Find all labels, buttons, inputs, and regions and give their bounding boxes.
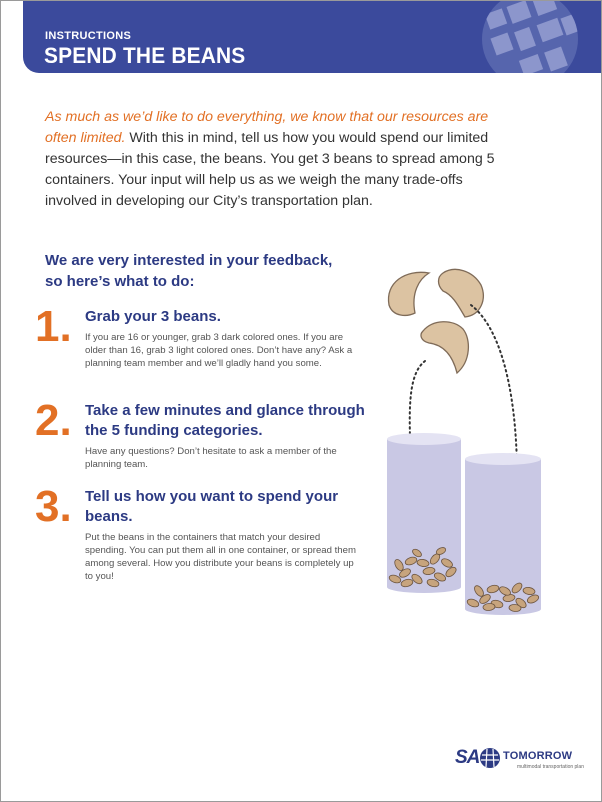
bean-icon (421, 322, 468, 373)
header-banner (23, 1, 601, 73)
beans-illustration (377, 263, 557, 623)
container-icon (387, 433, 461, 593)
sa-tomorrow-logo (455, 747, 585, 775)
step-heading: Take a few minutes and glance through the 5 funding categories. (85, 402, 365, 439)
logo-sa: SA (455, 747, 480, 768)
step-number: 1. (35, 302, 72, 351)
logo-name: TOMORROW (503, 750, 573, 762)
page-title: SPEND THE BEANS (44, 43, 246, 68)
step-body: If you are 16 or younger, grab 3 dark colored ones. If you are older than 16, grab 3 light colored ones. Don’t have any? Ask a planning team member and we’ll gladly hand you some. (85, 332, 353, 369)
globe-icon (475, 1, 585, 73)
container-icon (465, 453, 541, 615)
feedback-heading (45, 250, 345, 292)
bean-icon (388, 272, 429, 315)
dotted-arrow-icon (471, 305, 517, 475)
feedback-line-1: We are very interested in your feedback, (45, 252, 333, 269)
section-eyebrow: INSTRUCTIONS (45, 30, 132, 42)
step-number: 3. (35, 482, 72, 531)
step-number: 2. (35, 396, 72, 445)
intro-rest: With this in mind, tell us how you would spend our limited resources—in this case, the beans. You get 3 beans to spread among 5 containers. Your input will help us as we weigh the many trade-offs involved in developing our City’s transportation plan. (45, 130, 495, 209)
logo-tagline: multimodal transportation plan (517, 764, 584, 770)
step-heading: Tell us how you want to spend your beans. (85, 488, 339, 525)
logo-globe-icon (479, 747, 501, 769)
feedback-line-2: so here’s what to do: (45, 273, 195, 290)
step-body: Have any questions? Don’t hesitate to ask a member of the planning team. (85, 446, 337, 470)
intro-lead: As much as we’d like to do everything, we know that our resources are often limited. (45, 109, 489, 146)
intro-paragraph (45, 107, 515, 212)
step-heading: Grab your 3 beans. (85, 308, 221, 325)
step-body: Put the beans in the containers that match your desired spending. You can put them all in one container, or spread them among several. How you distribute your beans is completely up to you! (85, 532, 356, 582)
